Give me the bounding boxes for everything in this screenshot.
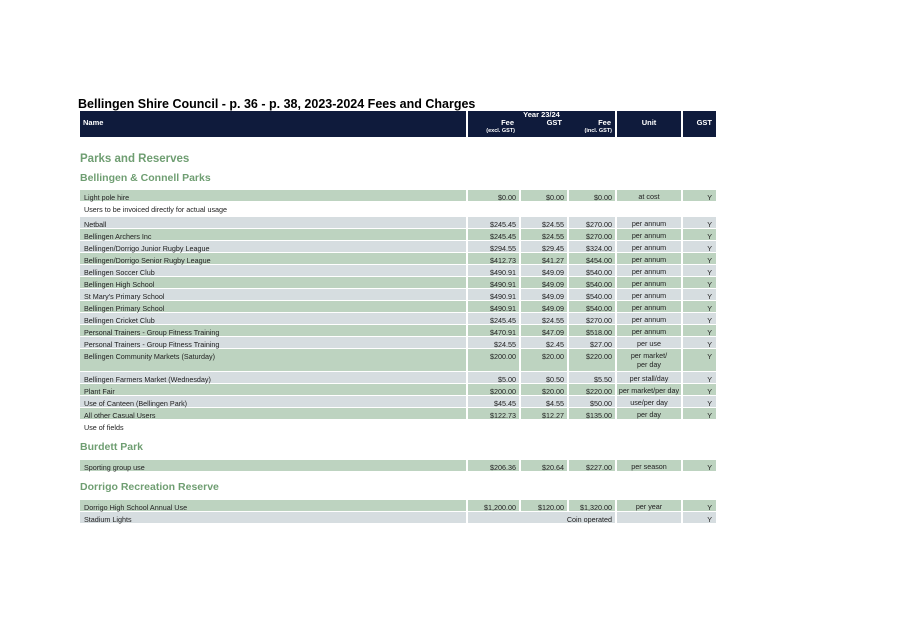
row-unit: per annum: [631, 243, 667, 252]
row-fee: $294.55: [490, 243, 516, 253]
row-fee: $45.45: [494, 398, 516, 408]
row-fee: $490.91: [490, 303, 516, 313]
row-unit: per market/per day: [618, 386, 680, 395]
row-fee: $490.91: [490, 291, 516, 301]
row-fee: $412.73: [490, 255, 516, 265]
header-unit: Unit: [641, 118, 657, 127]
row-gst-flag: Y: [707, 255, 712, 265]
row-name: St Mary's Primary School: [84, 291, 165, 301]
row-unit: per annum: [631, 327, 667, 336]
table-row: [80, 277, 716, 288]
subsection-title-bellingen: Bellingen & Connell Parks: [80, 172, 211, 184]
header-gst-flag: GST: [696, 118, 712, 127]
row-name: Bellingen Primary School: [84, 303, 165, 313]
row-unit: per stall/day: [629, 374, 669, 383]
row-gst-flag: Y: [707, 514, 712, 524]
row-gst-flag: Y: [707, 315, 712, 325]
table-row: [80, 190, 716, 201]
row-fee: $490.91: [490, 267, 516, 277]
header-gst-flag-cell: [683, 111, 716, 137]
row-fee-incl: $454.00: [586, 255, 612, 265]
row-fee-incl: $0.00: [594, 192, 612, 202]
row-gst-flag: Y: [707, 267, 712, 277]
row-unit: at cost: [638, 192, 660, 201]
table-row: [80, 241, 716, 252]
row-name: Bellingen Farmers Market (Wednesday): [84, 374, 211, 384]
header-name: Name: [83, 118, 104, 127]
row-name: Light pole hire: [84, 192, 130, 202]
row-gst: $20.00: [542, 386, 564, 396]
header-fee-excl-sub: (excl. GST): [486, 128, 515, 134]
row-gst-flag: Y: [707, 327, 712, 337]
table-row: [80, 217, 716, 228]
row-gst-flag: Y: [707, 219, 712, 229]
table-row: [80, 289, 716, 300]
row-fee: $470.91: [490, 327, 516, 337]
row-fee-incl: $270.00: [586, 315, 612, 325]
row-gst-flag: Y: [707, 291, 712, 301]
row-fee-incl: $540.00: [586, 291, 612, 301]
row-gst: $12.27: [542, 410, 564, 420]
row-gst: $2.45: [546, 339, 564, 349]
row-name: Stadium Lights: [84, 514, 132, 524]
row-unit: per annum: [631, 267, 667, 276]
row-name: Dorrigo High School Annual Use: [84, 502, 188, 512]
row-unit: per season: [631, 462, 667, 471]
row-unit: per use: [637, 339, 661, 348]
row-gst: $24.55: [542, 231, 564, 241]
row-gst-flag: Y: [707, 339, 712, 349]
row-gst: $49.09: [542, 303, 564, 313]
table-row: [80, 460, 716, 471]
row-name: Personal Trainers - Group Fitness Training: [84, 327, 220, 337]
header-fee-excl: Fee: [501, 118, 514, 127]
row-name: Sporting group use: [84, 462, 145, 472]
row-gst: $49.09: [542, 267, 564, 277]
row-fee: $200.00: [490, 351, 516, 361]
table-row: [80, 313, 716, 324]
row-gst-flag: Y: [707, 386, 712, 396]
row-gst-flag: Y: [707, 351, 712, 361]
row-fee: $200.00: [490, 386, 516, 396]
row-gst: $20.64: [542, 462, 564, 472]
table-row: [80, 337, 716, 348]
table-row: [80, 325, 716, 336]
row-fee: $24.55: [494, 339, 516, 349]
row-unit: per market/ per day: [630, 351, 668, 369]
row-fee-incl: $270.00: [586, 219, 612, 229]
header-gst: GST: [546, 118, 562, 127]
row-name: Bellingen Soccer Club: [84, 267, 155, 277]
header-fee-incl: Fee: [598, 118, 611, 127]
row-fee-incl: $50.00: [590, 398, 612, 408]
header-fee-group: [468, 111, 615, 137]
row-gst: $4.55: [546, 398, 564, 408]
row-fee: $245.45: [490, 219, 516, 229]
row-gst-flag: Y: [707, 192, 712, 202]
row-merged-fee: Coin operated: [566, 514, 612, 524]
row-note: Use of fields: [84, 422, 124, 432]
row-fee-incl: $1,320.00: [580, 502, 612, 512]
row-unit: per year: [635, 502, 663, 511]
row-unit: per annum: [631, 279, 667, 288]
row-fee-incl: $27.00: [590, 339, 612, 349]
row-unit: use/per day: [630, 398, 668, 407]
row-unit: per annum: [631, 219, 667, 228]
row-gst-flag: Y: [707, 243, 712, 253]
table-row: [80, 408, 716, 419]
row-gst: $29.45: [542, 243, 564, 253]
row-gst-flag: Y: [707, 279, 712, 289]
row-name: Bellingen/Dorrigo Junior Rugby League: [84, 243, 210, 253]
row-gst-flag: Y: [707, 410, 712, 420]
row-unit: per annum: [631, 291, 667, 300]
row-fee-incl: $5.50: [594, 374, 612, 384]
row-fee-incl: $227.00: [586, 462, 612, 472]
table-row: [80, 372, 716, 383]
row-fee-incl: $270.00: [586, 231, 612, 241]
row-fee-incl: $540.00: [586, 267, 612, 277]
note-row: [80, 202, 716, 213]
row-gst-flag: Y: [707, 374, 712, 384]
table-row: [80, 512, 716, 523]
note-row: [80, 420, 716, 431]
subsection-title-dorrigo: Dorrigo Recreation Reserve: [80, 481, 219, 493]
row-fee-incl: $540.00: [586, 303, 612, 313]
row-unit: per annum: [631, 231, 667, 240]
row-gst: $0.00: [546, 192, 564, 202]
row-fee: $490.91: [490, 279, 516, 289]
table-row: [80, 229, 716, 240]
row-unit: per annum: [631, 315, 667, 324]
row-gst: $24.55: [542, 219, 564, 229]
row-gst-flag: Y: [707, 303, 712, 313]
row-gst: $20.00: [542, 351, 564, 361]
row-gst: $49.09: [542, 279, 564, 289]
row-fee: $5.00: [498, 374, 516, 384]
table-row: [80, 265, 716, 276]
row-fee: $245.45: [490, 315, 516, 325]
row-fee-incl: $518.00: [586, 327, 612, 337]
row-fee-incl: $135.00: [586, 410, 612, 420]
row-name: Bellingen Cricket Club: [84, 315, 155, 325]
table-row: [80, 301, 716, 312]
row-fee: $1,200.00: [484, 502, 516, 512]
row-name: Bellingen Community Markets (Saturday): [84, 351, 216, 361]
row-name: Plant Fair: [84, 386, 115, 396]
row-fee: $245.45: [490, 231, 516, 241]
row-name: Bellingen/Dorrigo Senior Rugby League: [84, 255, 211, 265]
subsection-title-burdett: Burdett Park: [80, 441, 144, 453]
row-name: Use of Canteen (Bellingen Park): [84, 398, 188, 408]
row-fee-incl: $540.00: [586, 279, 612, 289]
row-gst: $41.27: [542, 255, 564, 265]
row-fee: $206.36: [490, 462, 516, 472]
row-gst: $0.50: [546, 374, 564, 384]
header-unit-cell: [617, 111, 681, 137]
table-row: [80, 253, 716, 264]
row-gst-flag: Y: [707, 231, 712, 241]
table-row: [80, 500, 716, 511]
header-fee-incl-sub: (incl. GST): [584, 128, 612, 134]
header-name-cell: [80, 111, 466, 137]
row-name: Netball: [84, 219, 107, 229]
row-name: Bellingen Archers Inc: [84, 231, 152, 241]
row-name: Bellingen High School: [84, 279, 155, 289]
row-gst-flag: Y: [707, 462, 712, 472]
page-title: Bellingen Shire Council - p. 36 - p. 38, 2023-2024 Fees and Charges: [78, 97, 476, 111]
row-note: Users to be invoiced directly for actual usage: [84, 204, 228, 214]
section-title: Parks and Reserves: [80, 153, 190, 165]
row-gst-flag: Y: [707, 398, 712, 408]
row-gst: $120.00: [538, 502, 564, 512]
table-row: [80, 384, 716, 395]
header-year: Year 23/24: [523, 110, 560, 119]
row-unit: per annum: [631, 255, 667, 264]
row-gst-flag: Y: [707, 502, 712, 512]
row-gst: $49.09: [542, 291, 564, 301]
row-name: All other Casual Users: [84, 410, 156, 420]
row-fee-incl: $220.00: [586, 351, 612, 361]
row-unit: per day: [637, 410, 661, 419]
row-fee: $0.00: [498, 192, 516, 202]
row-gst: $24.55: [542, 315, 564, 325]
row-gst: $47.09: [542, 327, 564, 337]
row-fee: $122.73: [490, 410, 516, 420]
row-fee-incl: $324.00: [586, 243, 612, 253]
row-fee-incl: $220.00: [586, 386, 612, 396]
table-row: [80, 396, 716, 407]
table-row: [80, 349, 716, 371]
row-unit: per annum: [631, 303, 667, 312]
row-name: Personal Trainers - Group Fitness Training: [84, 339, 220, 349]
